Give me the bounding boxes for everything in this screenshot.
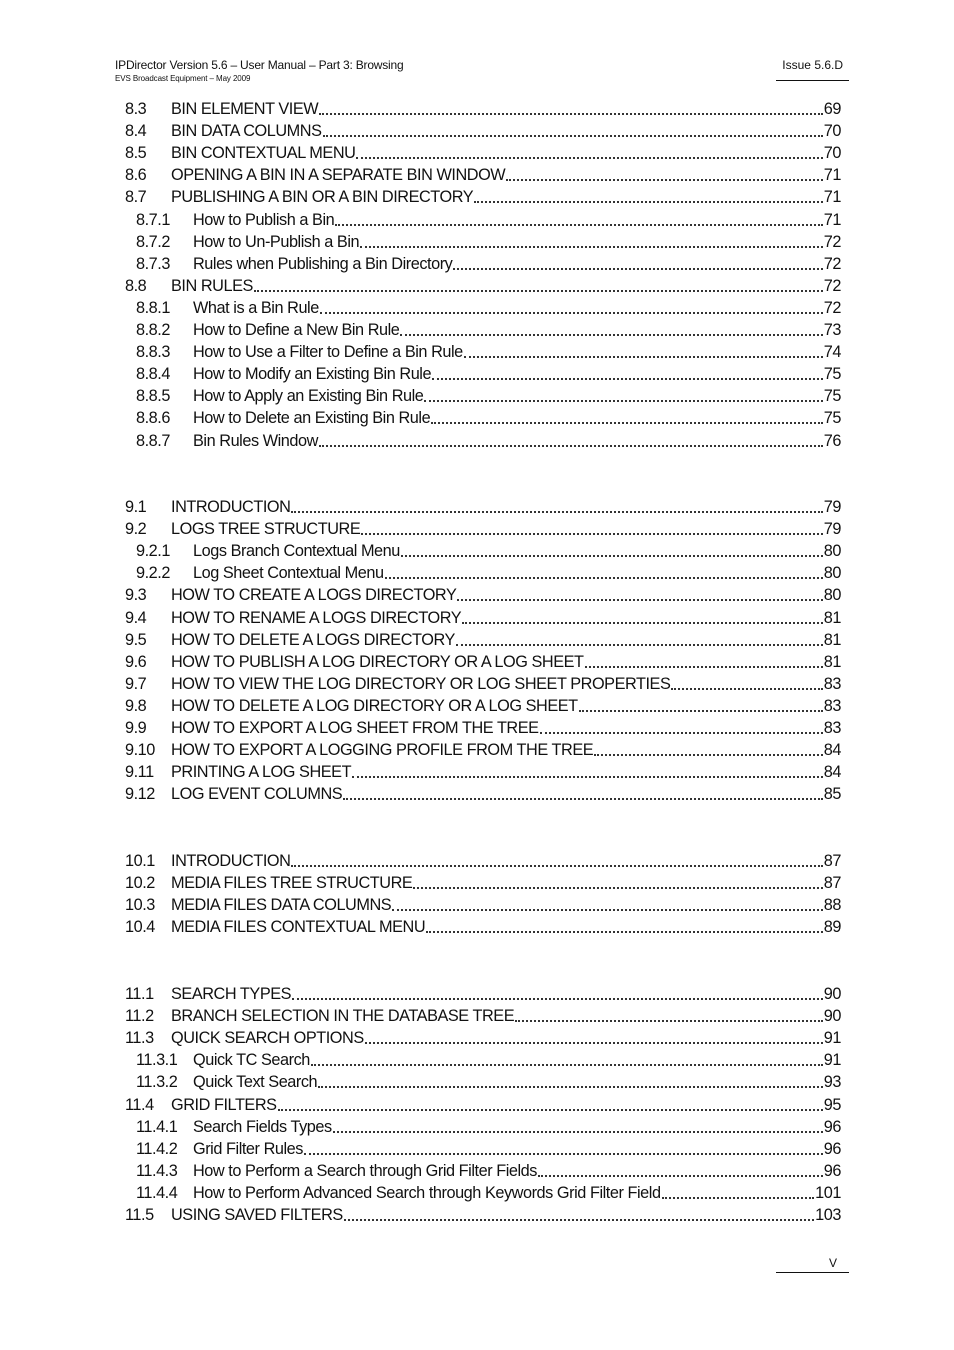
toc-dot-leader [426,930,823,933]
toc-entry-page: 87 [823,874,841,893]
toc-entry-title: Quick TC Search [193,1051,310,1070]
toc-dot-leader [464,355,823,358]
toc-entry-page: 73 [823,321,841,339]
toc-entry-title: Quick Text Search [193,1073,318,1092]
toc-entry-number: 8.7 [125,188,147,207]
toc-entry-number: 8.7.3 [136,254,170,273]
toc-dot-leader [585,665,823,668]
page-number: V [776,1256,849,1273]
toc-dot-leader [343,797,823,800]
toc-entry[interactable] [125,1026,841,1048]
toc-entry-number: 11.4.1 [136,1117,178,1136]
toc-entry[interactable] [125,429,841,451]
toc-entry[interactable] [125,97,841,119]
toc-entry-number: 8.8.6 [136,409,170,428]
toc-entry-page: 80 [823,586,841,605]
toc-entry-page: 83 [823,674,841,693]
toc-dot-leader [304,1152,823,1155]
toc-entry-title: LOG EVENT COLUMNS [171,785,343,804]
toc-dot-leader [401,554,823,557]
toc-entry[interactable] [125,384,841,406]
toc-dot-leader [515,1019,823,1022]
toc-entry-title: HOW TO DELETE A LOG DIRECTORY OR A LOG SHEET [171,696,578,715]
toc-entry-page: 70 [823,144,841,163]
toc-entry-title: BIN RULES [171,276,253,295]
toc-dot-leader [291,510,822,513]
toc-entry-page: 75 [823,409,841,428]
toc-entry[interactable] [125,274,841,296]
toc-entry[interactable] [125,362,841,384]
toc-entry-page: 69 [823,100,841,118]
toc-entry-title: MEDIA FILES CONTEXTUAL MENU [171,918,426,937]
toc-dot-leader [319,112,823,115]
toc-entry-page: 91 [823,1029,841,1048]
toc-dot-leader [344,1218,814,1221]
toc-entry-number: 10.4 [125,918,155,937]
toc-entry-title: How to Publish a Bin [193,210,335,229]
toc-entry-number: 8.5 [125,144,147,163]
toc-entry-number: 11.4 [125,1095,154,1114]
toc-entry-number: 8.3 [125,100,147,118]
toc-entry-title: How to Define a New Bin Rule [193,321,400,339]
toc-entry[interactable] [125,782,841,804]
toc-entry[interactable] [125,185,841,207]
toc-entry-page: 103 [815,1206,841,1224]
toc-entry-title: How to Un-Publish a Bin [193,232,360,251]
toc-entry[interactable] [125,252,841,274]
toc-entry[interactable] [125,1004,841,1026]
toc-entry-page: 83 [823,696,841,715]
toc-dot-leader [311,1063,823,1066]
toc-dot-leader [457,598,822,601]
toc-entry[interactable] [125,1181,841,1203]
toc-entry[interactable] [125,628,841,650]
toc-dot-leader [540,731,823,734]
toc-entry-number: 9.9 [125,719,147,737]
toc-entry-title: Rules when Publishing a Bin Directory [193,254,453,273]
toc-entry[interactable] [125,296,841,318]
toc-entry-page: 72 [823,232,841,251]
toc-entry-title: HOW TO EXPORT A LOG SHEET FROM THE TREE [171,719,539,737]
toc-dot-leader [319,444,823,447]
toc-dot-leader [323,134,823,137]
toc-entry-title: How to Perform Advanced Search through Keywords Grid Filter Field [193,1183,661,1202]
toc-entry-title: BIN ELEMENT VIEW [171,100,319,118]
toc-entry[interactable] [125,1203,841,1225]
toc-dot-leader [292,997,823,1000]
toc-dot-leader [291,864,822,867]
toc-entry[interactable] [125,871,841,893]
toc-entry-title: INTRODUCTION [171,852,291,870]
toc-dot-leader [335,223,823,226]
document-subtitle: EVS Broadcast Equipment – May 2009 [115,74,251,83]
toc-entry[interactable] [125,517,841,539]
toc-entry-title: SEARCH TYPES [171,985,292,1003]
toc-entry[interactable] [125,606,841,628]
toc-entry-title: HOW TO CREATE A LOGS DIRECTORY [171,586,457,605]
toc-entry[interactable] [125,1048,841,1070]
toc-entry-number: 11.4.4 [136,1183,178,1202]
toc-entry-title: PUBLISHING A BIN OR A BIN DIRECTORY [171,188,474,207]
toc-entry-number: 9.12 [125,785,155,804]
toc-entry[interactable] [125,141,841,163]
toc-entry-number: 9.7 [125,674,147,693]
toc-entry-title: PRINTING A LOG SHEET [171,763,352,782]
toc-entry-page: 93 [823,1073,841,1092]
toc-entry-page: 96 [823,1139,841,1158]
toc-entry[interactable] [125,163,841,185]
toc-entry-number: 8.8.3 [136,343,170,362]
toc-entry-number: 8.7.1 [136,210,170,229]
toc-entry-number: 10.1 [125,852,155,870]
toc-entry-number: 8.8.1 [136,298,170,317]
toc-entry-number: 11.2 [125,1007,154,1026]
toc-entry-number: 11.4.2 [136,1139,178,1158]
document-title: IPDirector Version 5.6 – User Manual – Part 3: Browsing [115,58,404,72]
toc-entry-title: How to Apply an Existing Bin Rule [193,387,424,406]
toc-entry-page: 72 [823,276,841,295]
toc-entry[interactable] [125,760,841,782]
toc-entry-page: 96 [823,1117,841,1136]
toc-entry-title: Logs Branch Contextual Menu [193,542,400,561]
toc-entry[interactable] [125,119,841,141]
toc-entry-page: 87 [823,852,841,870]
toc-dot-leader [671,687,822,690]
toc-entry-number: 11.3 [125,1029,154,1048]
toc-entry-page: 71 [823,166,841,185]
toc-entry[interactable] [125,208,841,230]
toc-entry[interactable] [125,650,841,672]
toc-entry-page: 79 [823,520,841,539]
toc-dot-leader [385,576,823,579]
toc-entry-page: 91 [823,1051,841,1070]
toc-entry[interactable] [125,1137,841,1159]
toc-dot-leader [278,1108,823,1111]
toc-entry-number: 9.10 [125,741,155,760]
toc-entry-page: 83 [823,719,841,737]
toc-entry[interactable] [125,849,841,871]
toc-entry-title: Search Fields Types [193,1117,332,1136]
toc-entry[interactable] [125,495,841,517]
toc-entry-page: 81 [823,652,841,671]
toc-entry-page: 88 [823,896,841,915]
toc-entry-title: How to Use a Filter to Define a Bin Rule [193,343,463,362]
toc-dot-leader [594,753,823,756]
toc-entry-page: 75 [823,365,841,384]
toc-entry[interactable] [125,318,841,340]
toc-entry[interactable] [125,1070,841,1092]
toc-entry-page: 79 [823,498,841,516]
toc-dot-leader [360,245,823,248]
toc-entry[interactable] [125,1115,841,1137]
toc-entry-number: 9.8 [125,696,147,715]
toc-entry-page: 70 [823,122,841,141]
toc-entry[interactable] [125,583,841,605]
toc-entry-number: 11.3.2 [136,1073,178,1092]
toc-entry-number: 8.6 [125,166,147,185]
toc-entry-page: 71 [823,188,841,207]
toc-entry-number: 9.2.2 [136,564,170,583]
toc-entry-page: 76 [823,431,841,450]
toc-entry-title: MEDIA FILES DATA COLUMNS [171,896,392,915]
toc-entry[interactable] [125,1093,841,1115]
toc-entry-number: 8.8.7 [136,431,170,450]
toc-entry-number: 8.4 [125,122,147,141]
toc-entry-page: 72 [823,298,841,317]
toc-dot-leader [474,200,823,203]
toc-entry-title: OPENING A BIN IN A SEPARATE BIN WINDOW [171,166,506,185]
toc-dot-leader [456,643,823,646]
toc-entry-title: HOW TO VIEW THE LOG DIRECTORY OR LOG SHEET PROPERTIES [171,674,671,693]
toc-entry-title: What is a Bin Rule [193,298,319,317]
toc-entry-number: 8.8.2 [136,321,170,339]
toc-entry-page: 71 [823,210,841,229]
toc-entry[interactable] [125,893,841,915]
toc-entry-number: 8.8.4 [136,365,170,384]
toc-entry-number: 11.4.3 [136,1161,178,1180]
toc-entry-title: BIN CONTEXTUAL MENU [171,144,356,163]
toc-dot-leader [254,289,823,292]
toc-dot-leader [431,421,823,424]
toc-entry-title: How to Perform a Search through Grid Filter Fields [193,1161,537,1180]
issue-label: Issue 5.6.D [776,58,849,81]
toc-dot-leader [453,267,822,270]
toc-entry-page: 95 [823,1095,841,1114]
toc-dot-leader [413,886,822,889]
toc-entry[interactable] [125,716,841,738]
toc-entry-page: 89 [823,918,841,937]
toc-dot-leader [361,532,823,535]
toc-entry-number: 9.1 [125,498,147,516]
toc-entry-number: 11.1 [125,985,154,1003]
toc-entry-page: 90 [823,1007,841,1026]
toc-entry[interactable] [125,1159,841,1181]
toc-dot-leader [365,1041,823,1044]
toc-entry[interactable] [125,406,841,428]
toc-dot-leader [462,621,823,624]
toc-entry[interactable] [125,672,841,694]
toc-entry-title: INTRODUCTION [171,498,291,516]
toc-entry-page: 85 [823,785,841,804]
toc-entry-title: HOW TO EXPORT A LOGGING PROFILE FROM THE TREE [171,741,594,760]
toc-entry-page: 80 [823,564,841,583]
page-header [115,58,403,83]
toc-dot-leader [320,311,823,314]
toc-entry-title: MEDIA FILES TREE STRUCTURE [171,874,413,893]
toc-entry-title: Bin Rules Window [193,431,318,450]
toc-entry-number: 8.8.5 [136,387,170,406]
toc-entry-page: 101 [815,1183,841,1202]
toc-entry[interactable] [125,738,841,760]
toc-entry-title: LOGS TREE STRUCTURE [171,520,361,539]
toc-entry-title: QUICK SEARCH OPTIONS [171,1029,364,1048]
toc-dot-leader [356,156,822,159]
toc-entry-number: 10.3 [125,896,155,915]
toc-entry-number: 9.5 [125,630,147,649]
toc-entry-number: 10.2 [125,874,155,893]
toc-entry-title: HOW TO PUBLISH A LOG DIRECTORY OR A LOG SHEET [171,652,584,671]
toc-entry[interactable] [125,539,841,561]
toc-entry-title: HOW TO RENAME A LOGS DIRECTORY [171,608,462,627]
toc-entry-number: 9.2 [125,520,147,539]
toc-dot-leader [352,775,823,778]
toc-entry-title: Log Sheet Contextual Menu [193,564,384,583]
toc-entry-number: 8.8 [125,276,147,295]
toc-dot-leader [392,908,823,911]
toc-entry-number: 9.6 [125,652,147,671]
toc-entry[interactable] [125,230,841,252]
toc-entry-page: 74 [823,343,841,362]
toc-dot-leader [400,333,822,336]
toc-dot-leader [432,377,823,380]
toc-entry-title: Grid Filter Rules [193,1139,303,1158]
toc-entry-title: USING SAVED FILTERS [171,1206,343,1224]
toc-entry-title: BIN DATA COLUMNS [171,122,322,141]
toc-entry-number: 9.3 [125,586,147,605]
toc-entry-page: 81 [823,630,841,649]
toc-entry-page: 84 [823,763,841,782]
toc-entry-page: 84 [823,741,841,760]
toc-entry-page: 80 [823,542,841,561]
toc-entry[interactable] [125,694,841,716]
toc-entry[interactable] [125,915,841,937]
toc-dot-leader [424,399,822,402]
toc-entry-number: 9.4 [125,608,147,627]
page-footer [776,1256,849,1273]
toc-entry-title: How to Delete an Existing Bin Rule [193,409,431,428]
toc-entry-page: 75 [823,387,841,406]
toc-entry[interactable] [125,340,841,362]
toc-entry-page: 96 [823,1161,841,1180]
toc-entry-number: 11.5 [125,1206,154,1224]
toc-dot-leader [506,178,823,181]
toc-dot-leader [333,1130,823,1133]
toc-entry-title: How to Modify an Existing Bin Rule [193,365,432,384]
toc-entry-title: GRID FILTERS [171,1095,277,1114]
issue-block [776,58,849,81]
toc-entry[interactable] [125,982,841,1004]
toc-entry-number: 8.7.2 [136,232,170,251]
toc-entry-number: 9.11 [125,763,154,782]
toc-entry-page: 72 [823,254,841,273]
toc-dot-leader [662,1196,815,1199]
toc-entry-page: 90 [823,985,841,1003]
toc-entry-title: HOW TO DELETE A LOGS DIRECTORY [171,630,455,649]
toc-dot-leader [579,709,823,712]
toc-dot-leader [318,1085,823,1088]
toc-entry-title: BRANCH SELECTION IN THE DATABASE TREE [171,1007,515,1026]
toc-dot-leader [538,1174,823,1177]
toc-entry-number: 9.2.1 [136,542,170,561]
toc-entry-page: 81 [823,608,841,627]
toc-entry[interactable] [125,561,841,583]
toc-entry-number: 11.3.1 [136,1051,178,1070]
